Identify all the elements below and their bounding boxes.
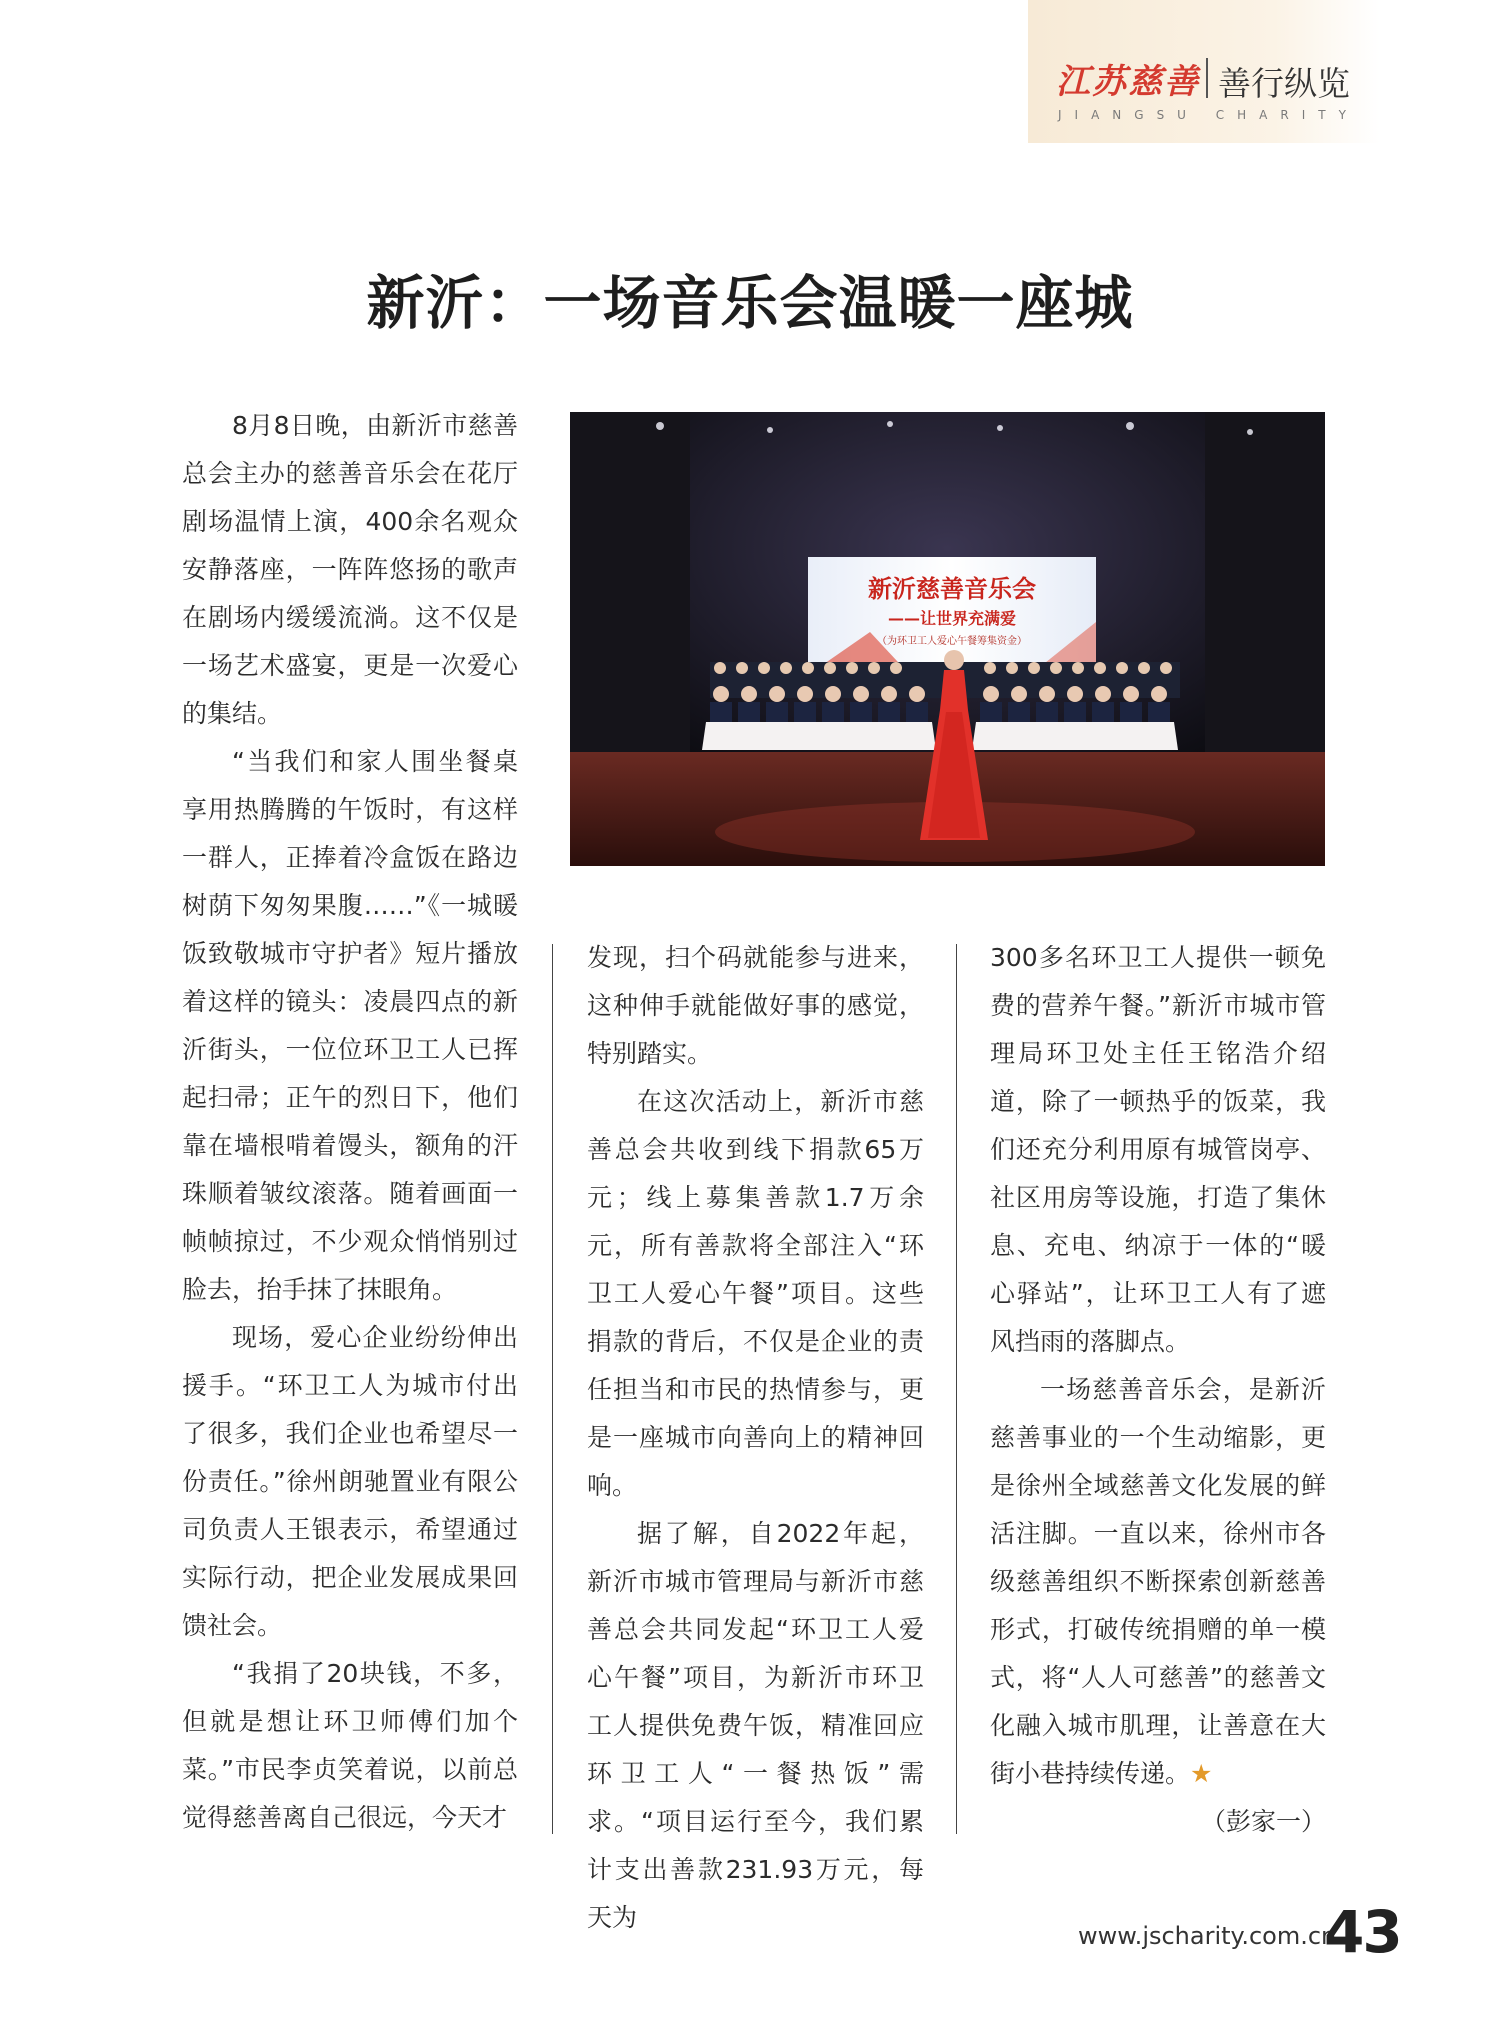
paragraph: 300多名环卫工人提供一顿免费的营养午餐。”新沂市城市管理局环卫处主任王铭浩介绍道，除了一顿热乎的饭菜，我们还充分利用原有城管岗亭、社区用房等设施，打造了集休息、充电、纳凉于一体的“暖心驿站”，让环卫工人有了遮风挡雨的落脚点。 — [990, 943, 1326, 1356]
column-divider — [552, 944, 553, 1834]
author-byline: （彭家一） — [1200, 1807, 1326, 1836]
concert-photo — [570, 412, 1325, 866]
paragraph: 现场，爱心企业纷纷伸出援手。“环卫工人为城市付出了很多，我们企业也希望尽一份责任。”徐州朗驰置业有限公司负责人王银表示，希望通过实际行动，把企业发展成果回馈社会。 — [182, 1323, 518, 1640]
magazine-header-tab — [1028, 0, 1380, 143]
paragraph: “我捐了20块钱，不多，但就是想让环卫师傅们加个菜。”市民李贞笑着说，以前总觉得慈善离自己很远，今天才 — [182, 1659, 518, 1832]
article-column-2 — [587, 934, 924, 1942]
paragraph-with-star — [990, 1366, 1326, 1798]
screen-subtitle: ——让世界充满爱 — [887, 609, 1017, 628]
article-column-3 — [990, 934, 1326, 1846]
page-number: 43 — [1324, 1898, 1401, 1966]
section-name: 善行纵览 — [1218, 64, 1350, 103]
website-url: www.jscharity.com.cn — [1078, 1922, 1337, 1950]
brand-english: JIANGSU CHARITY — [1058, 108, 1359, 122]
column-divider — [956, 944, 957, 1834]
brand-logo: 江苏慈善 — [1056, 62, 1200, 102]
paragraph: 8月8日晚，由新沂市慈善总会主办的慈善音乐会在花厅剧场温情上演，400余名观众安静落座，一阵阵悠扬的歌声在剧场内缓缓流淌。这不仅是一场艺术盛宴，更是一次爱心的集结。 — [182, 411, 518, 728]
paragraph: 据了解，自2022年起，新沂市城市管理局与新沂市慈善总会共同发起“环卫工人爱心午餐”项目，为新沂市环卫工人提供免费午饭，精准回应环卫工人“一餐热饭”需求。“项目运行至今，我们累计支出善款231.93万元，每天为 — [587, 1519, 924, 1932]
star-icon: ★ — [1190, 1759, 1213, 1788]
screen-note: （为环卫工人爱心午餐筹集资金） — [877, 636, 1027, 647]
article-title: 新沂：一场音乐会温暖一座城 — [366, 269, 1134, 337]
paragraph: 在这次活动上，新沂市慈善总会共收到线下捐款65万元；线上募集善款1.7万余元，所有善款将全部注入“环卫工人爱心午餐”项目。这些捐款的背后，不仅是企业的责任担当和市民的热情参与，更是一座城市向善向上的精神回响。 — [587, 1087, 924, 1500]
paragraph: “当我们和家人围坐餐桌享用热腾腾的午饭时，有这样一群人，正捧着冷盒饭在路边树荫下匆匆果腹……”《一城暖饭致敬城市守护者》短片播放着这样的镜头：凌晨四点的新沂街头，一位位环卫工人已挥起扫帚；正午的烈日下，他们靠在墙根啃着馒头，额角的汗珠顺着皱纹滚落。随着画面一帧帧掠过，不少观众悄悄别过脸去，抬手抹了抹眼角。 — [182, 747, 518, 1304]
paragraph-text: 一场慈善音乐会，是新沂慈善事业的一个生动缩影，更是徐州全域慈善文化发展的鲜活注脚。一直以来，徐州市各级慈善组织不断探索创新慈善形式，打破传统捐赠的单一模式，将“人人可慈善”的慈善文化融入城市肌理，让善意在大街小巷持续传递。 — [990, 1375, 1326, 1788]
article-column-1 — [182, 402, 518, 1842]
screen-title: 新沂慈善音乐会 — [868, 575, 1036, 603]
header-divider — [1206, 58, 1208, 98]
paragraph: 发现，扫个码就能参与进来，这种伸手就能做好事的感觉，特别踏实。 — [587, 943, 924, 1068]
